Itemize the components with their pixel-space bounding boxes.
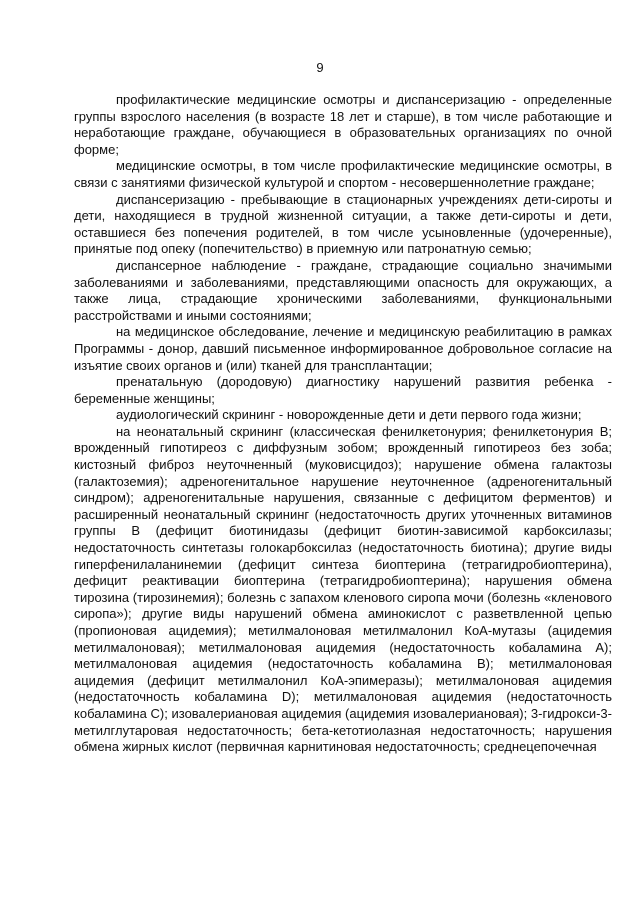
page-number: 9 [316, 60, 324, 75]
document-body [74, 92, 612, 756]
paragraph-prenatal-diagnosis: пренатальную (дородовую) диагностику нарушений развития ребенка - беременные женщины; [74, 374, 612, 406]
paragraph-dispensary-observation: диспансерное наблюдение - граждане, страдающие социально значимыми заболеваниями и заболеваниями, представляющими опасность для окружающих, а также лица, страдающие хроническими заболеваниями, функциональными расстройствами и иными состояниями; [74, 257, 612, 323]
paragraph-medical-exams-sports: медицинские осмотры, в том числе профилактические медицинские осмотры, в связи с занятиями физической культурой и спортом - несовершеннолетние граждане; [74, 158, 612, 190]
paragraph-neonatal-screening: на неонатальный скрининг (классическая фенилкетонурия; фенилкетонурия В; врожденный гипотиреоз с диффузным зобом; врожденный гипотиреоз без зоба; кистозный фиброз неуточненный (муковисцидоз); нарушение обмена галактозы (галактоземия); адреногенитальное нарушение неуточненное (адреногенитальный синдром); адреногенитальные нарушения, связанные с дефицитом ферментов) и расширенный неонатальный скрининг (недостаточность других уточненных витаминов группы В (дефицит биотинидазы (дефицит биотин-зависимой карбоксилазы; недостаточность синтетазы голокарбоксилаз (недостаточность биотина); другие виды гиперфенилаланинемии (дефицит синтеза биоптерина (тетрагидробиоптерина), дефицит реактивации биоптерина (тетрагидробиоптерина); нарушения обмена тирозина (тирозинемия); болезнь с запахом кленового сиропа мочи (болезнь «кленового сиропа»); другие виды нарушений обмена аминокислот с разветвленной цепью (пропионовая ацидемия); метилмалоновая метилмалонил КоА-мутазы (ацидемия метилмалоновая); метилмалоновая ацидемия (недостаточность кобаламина А); метилмалоновая ацидемия (недостаточность кобаламина В); метилмалоновая ацидемия (дефицит метилмалонил КоА-эпимеразы); метилмалоновая ацидемия (недостаточность кобаламина D); метилмалоновая ацидемия (недостаточность кобаламина С); изовалериановая ацидемия (ацидемия изовалериановая); 3-гидрокси-3-метилглутаровая недостаточность; бета-кетотиолазная недостаточность; нарушения обмена жирных кислот (первичная карнитиновая недостаточность; среднецепочечная [74, 423, 612, 755]
paragraph-orphan-dispensarization: диспансеризацию - пребывающие в стационарных учреждениях дети-сироты и дети, находящиеся в трудной жизненной ситуации, а также дети-сироты и дети, оставшиеся без попечения родителей, в том числе усыновленные (удочеренные), принятые под опеку (попечительство) в приемную или патронатную семью; [74, 191, 612, 257]
paragraph-donor-examination: на медицинское обследование, лечение и медицинскую реабилитацию в рамках Программы - донор, давший письменное информированное добровольное согласие на изъятие своих органов и (или) тканей для трансплантации; [74, 324, 612, 373]
paragraph-preventive-exams: профилактические медицинские осмотры и диспансеризацию - определенные группы взрослого населения (в возрасте 18 лет и старше), в том числе работающие и неработающие граждане, обучающиеся в образовательных организациях по очной форме; [74, 92, 612, 157]
paragraph-audiological-screening: аудиологический скрининг - новорожденные дети и дети первого года жизни; [116, 407, 582, 423]
